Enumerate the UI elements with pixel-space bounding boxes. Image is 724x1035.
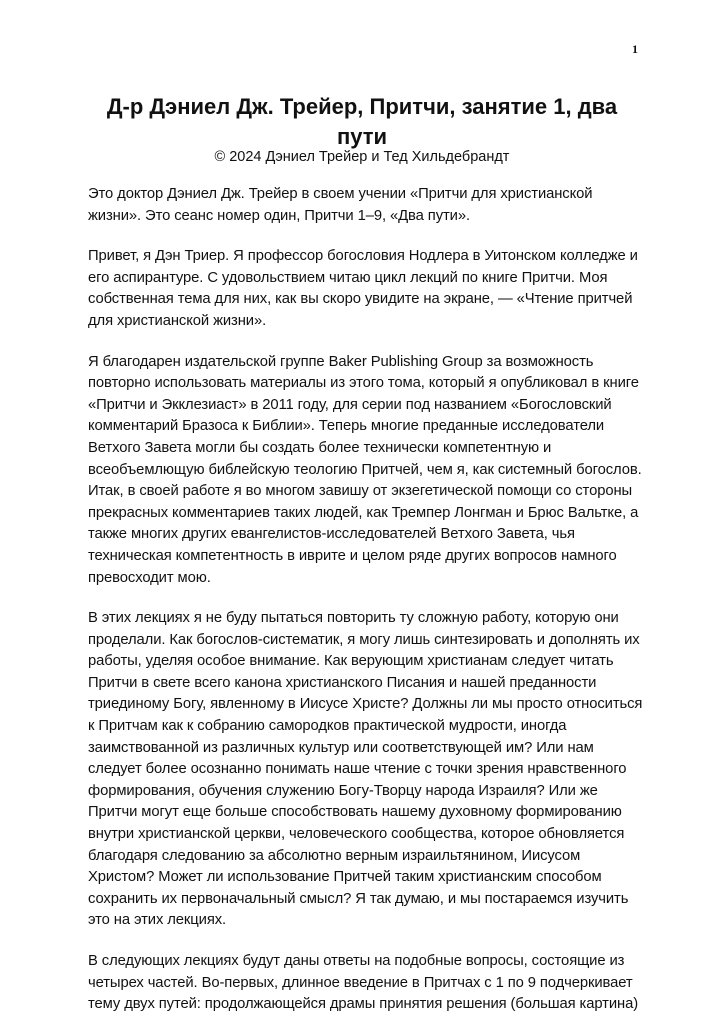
paragraph-outline: В следующих лекциях будут даны ответы на подобные вопросы, состоящие из четырех частей. Во-первых, длинное введение в Притчах с 1 по 9 подчеркивает тему двух путей: продолжающейся драмы принятия решения (большая картина) <box>88 953 639 1013</box>
paragraph-intro: Это доктор Дэниел Дж. Трейер в своем учении «Притчи для христианской жизни». Это сеанс номер один, Притчи 1–9, «Два пути». <box>88 186 593 224</box>
page-number: 1 <box>632 42 638 56</box>
document-body <box>88 184 644 1035</box>
paragraph-acknowledgement: Я благодарен издательской группе Baker Publishing Group за возможность повторно использовать материалы из этого тома, который я опубликовал в книге «Притчи и Экклезиаст» в 2011 году, для серии под названием «Богословский комментарий Бразоса к Библии». Теперь многие преданные исследователи Ветхого Завета могли бы создать более технически компетентную и всеобъемлющую библейскую теологию Притчей, чем я, как системный богослов. Итак, в своей работе я во многом завишу от экзегетической помощи со стороны прекрасных комментариев таких людей, как Тремпер Лонгман и Брюс Вальтке, а также многих других евангелистов-исследователей Ветхого Завета, чья техническая компетентность в иврите и целом ряде других вопросов намного превосходит мою. <box>88 353 642 586</box>
paragraph-approach: В этих лекциях я не буду пытаться повторить ту сложную работу, которую они проделали. Как богослов-систематик, я могу лишь синтезировать и дополнять их работы, уделяя особое внимание. Как верующим христианам следует читать Притчи в свете всего канона христианского Писания и нашей преданности триединому Богу, явленному в Иисусе Христе? Должны ли мы просто относиться к Притчам как к собранию самородков практической мудрости, иногда заимствованной из различных культур или соответствующей им? Или нам следует более осознанно понимать наше чтение с точки зрения нравственного формирования, обучения служению Богу-Творцу народа Израиля? Или же Притчи могут еще больше способствовать нашему духовному формированию внутри христианской церкви, человеческого сообщества, которое обновляется благодаря следованию за абсолютно верным израильтянином, Иисусом Христом? Может ли использование Притчей таким христианским способом сохранить их первоначальный смысл? Я так думаю, и мы постараемся изучить это на этих лекциях. <box>88 610 643 929</box>
document-title: Д-р Дэниел Дж. Трейер, Притчи, занятие 1, два пути <box>106 94 618 149</box>
paragraph-greeting: Привет, я Дэн Триер. Я профессор богословия Нодлера в Уитонском колледже и его аспирантуре. С удовольствием читаю цикл лекций по книге Притчи. Моя собственная тема для них, как вы скоро увидите на экране, — «Чтение притчей для христианской жизни». <box>88 248 638 329</box>
copyright-line: © 2024 Дэниел Трейер и Тед Хильдебрандт <box>214 149 510 165</box>
